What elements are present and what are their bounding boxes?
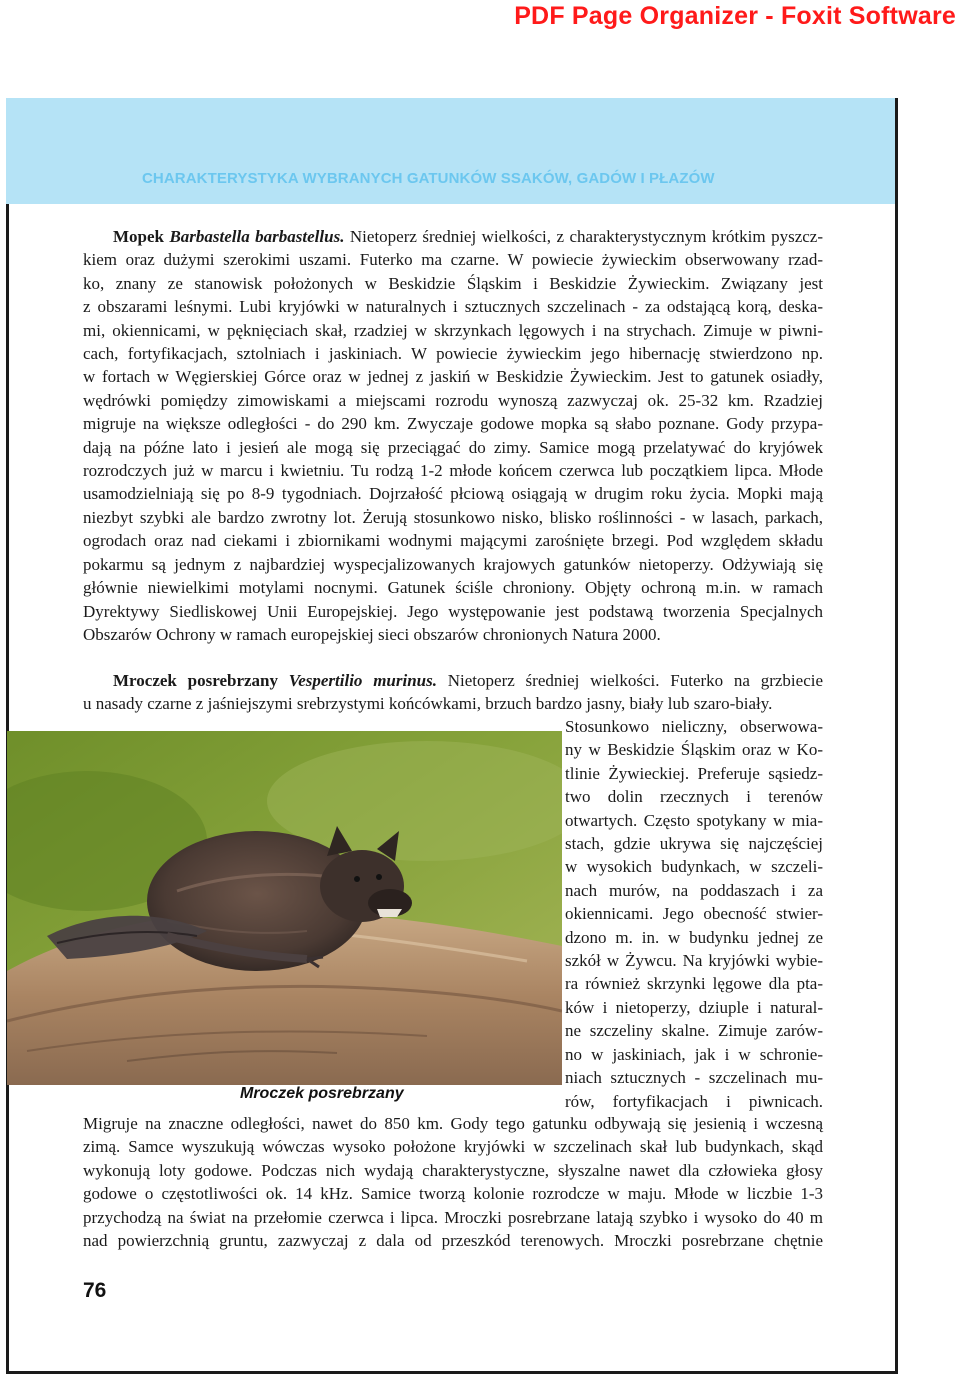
species-paragraph-mroczek-wrap (565, 715, 823, 1113)
text-line: dają na późne lato i jesień ale mogą się przeciągać do zimy. Samice mogą przelatywać do kryjówek (83, 437, 823, 457)
text-line: ogrodach oraz nad ciekami i zbiornikami wodnymi mającymi zarośnięte brzegi. Pod względem składu (83, 531, 823, 551)
text-line: wędrówki pomiędzy zimowiskami a miejscami rozrodu wynoszą zazwyczaj ok. 25-32 km. Rzadziej (83, 390, 823, 410)
species-common-name: Mroczek posrebrzany (113, 671, 278, 690)
page-number: 76 (83, 1279, 107, 1302)
text-line: no w jaskiniach, jak i w schronie- (565, 1044, 823, 1064)
text-line: cach, fortyfikacjach, sztolniach i jaskiniach. W powiecie żywieckim jego hibernację stwierdzono np. (83, 344, 823, 364)
text-line: stach, gdzie ukrywa się najczęściej (565, 834, 823, 854)
species-latin-name: Barbastella barbastellus. (169, 227, 345, 246)
text-line: otwartych. Często spotykany w mia- (565, 810, 823, 830)
text-line: Mroczek posrebrzany Vespertilio murinus. Nietoperz średniej wielkości. Futerko na grzbiecie (113, 671, 824, 690)
text-line: dzono m. in. w budynku jednej ze (565, 927, 823, 947)
text-line: okiennicami. Jego obecność stwier- (565, 904, 823, 924)
text-line: ra również skrzynki lęgowe dla pta- (565, 974, 823, 994)
species-paragraph-mopek (83, 225, 823, 646)
text-line: w fortach w Węgierskiej Górce oraz w jednej z jaskiń w Beskidzie Żywieckim. Jest to gatunek osiadły, (83, 367, 823, 387)
text-line: godowe o częstotliwości ok. 14 kHz. Samice tworzą kolonie rozrodcze w maju. Młode w liczbie 1-3 (83, 1184, 823, 1204)
chapter-title: CHARAKTERYSTYKA WYBRANYCH GATUNKÓW SSAKÓW, GADÓW I PŁAZÓW (142, 170, 715, 187)
text-line: Stosunkowo nieliczny, obserwowa- (565, 717, 823, 736)
figure-caption: Mroczek posrebrzany (240, 1085, 404, 1102)
watermark-text: PDF Page Organizer - Foxit Software (514, 2, 956, 30)
species-paragraph-mroczek-intro (83, 669, 823, 716)
bat-photo (7, 731, 562, 1085)
text-line: nach murów, na poddaszach i za (565, 880, 823, 900)
text-line: kiem oraz dużymi szerokimi uszami. Futerko ma czarne. W powiecie żywieckim obserwowany rzad- (83, 250, 823, 270)
text-line: zimą. Samce wyszukują wówczas wysoko położone kryjówki w szczelinach skał lub budynkach, skąd (83, 1137, 823, 1157)
text-line: migruje na większe odległości - do 290 km. Zwyczaje godowe mopka są słabo poznane. Gody przypa- (83, 414, 823, 434)
text-line: usamodzielniają się po 8-9 tygodniach. Dojrzałość płciową osiągają w drugim roku życia. Mopki mają (83, 484, 823, 504)
text-line: ne szczeliny skalne. Zimuje zarów- (565, 1021, 823, 1041)
text-line: przychodzą na świat na przełomie czerwca i lipca. Mroczki posrebrzane latają szybko i wysoko do 40 m (83, 1207, 823, 1227)
text-line: z obszarami leśnymi. Lubi kryjówki w naturalnych i sztucznych szczelinach - za odstającą korą, deska- (83, 297, 823, 317)
text-line: tlinie Żywieckiej. Preferuje sąsiedz- (565, 763, 823, 783)
text-line: niach sztucznych - szczelinach mu- (565, 1068, 823, 1088)
text-line: ków i nietoperzy, dziuple i natural- (565, 997, 823, 1017)
text-line: ny w Beskidzie Śląskim oraz w Ko- (565, 740, 823, 760)
text-line: u nasady czarne z jaśniejszymi srebrzystymi końcówkami, brzuch bardzo jasny, biały lub szaro-biały. (83, 694, 773, 714)
text-line: two dolin rzecznych i terenów (565, 787, 823, 807)
text-line: mi, okiennicami, w pęknięciach skał, rzadziej w skrzynkach lęgowych i na strychach. Zimuje w piwni- (83, 320, 823, 340)
text-line: wykonują loty godowe. Podczas nich wydają charakterystyczne, słyszalne nawet dla człowieka głosy (83, 1160, 823, 1180)
text-line: rów, fortyfikacjach i piwnicach. (565, 1091, 823, 1111)
text-line: niezbyt szybki ale bardzo zwrotny lot. Żerują stosunkowo nisko, blisko roślinności - w lasach, parkach, (83, 507, 823, 527)
text-line: głównie niewielkimi motylami nocnymi. Gatunek ściśle chroniony. Objęty ochroną m.in. w ramach (83, 578, 823, 598)
species-common-name: Mopek (113, 227, 164, 246)
text-line: rozrodczych już w marcu i kwietniu. Tu rodzą 1-2 młode końcem czerwca lub początkiem lipca. Młode (83, 461, 823, 481)
text-line: Obszarów Ochrony w ramach europejskiej sieci obszarów chronionych Natura 2000. (83, 624, 661, 644)
text-line: Migruje na znaczne odległości, nawet do 850 km. Gody tego gatunku odbywają się jesienią i wczesną (83, 1114, 823, 1133)
text-line: w wysokich budynkach, w szczeli- (565, 857, 823, 877)
text-line: szkół w Żywcu. Na kryjówki wybie- (565, 951, 823, 971)
text-line: Mopek Barbastella barbastellus. Nietoperz średniej wielkości, z charakterystycznym krótkim pyszcz- (113, 227, 823, 246)
text-line: nad powierzchnią gruntu, zazwyczaj z dala od przeszkód terenowych. Mroczki posrebrzane chętnie (83, 1231, 823, 1251)
text-line: pokarmu są jednym z najbardziej wyspecjalizowanych krajowych gatunków nietoperzy. Odżywiają się (83, 554, 823, 574)
text-line: Dyrektywy Siedliskowej Unii Europejskiej. Jego występowanie jest podstawą tworzenia Specjalnych (83, 601, 823, 621)
text-line: ko, znany ze stanowisk położonych w Beskidzie Śląskim i Beskidzie Żywieckim. Związany jest (83, 273, 823, 293)
species-latin-name: Vespertilio murinus. (288, 671, 437, 690)
species-paragraph-mroczek-tail (83, 1112, 823, 1252)
